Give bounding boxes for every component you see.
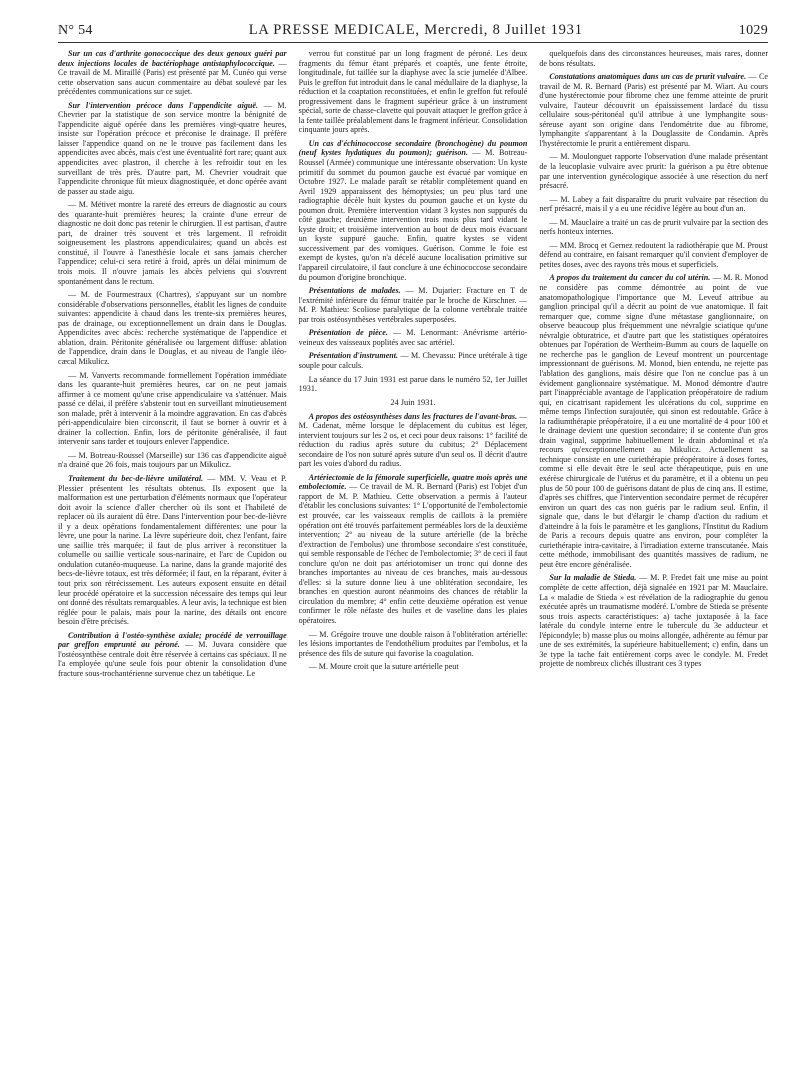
article-title: Un cas d'échinococcose secondaire (bronchogène) du poumon (neuf kystes hydatiques du poumon); guérison.	[298, 138, 528, 158]
article-item	[299, 328, 528, 347]
article-item	[299, 49, 528, 135]
article-paragraph	[58, 631, 287, 679]
article-title: Traitement du bec-de-lièvre unilatéral.	[68, 473, 204, 483]
article-title: A propos des ostéosynthèses dans les fractures de l'avant-bras.	[308, 411, 518, 421]
article-paragraph	[539, 218, 768, 237]
article-body: — M. Botreau-Roussel (Armée) communique une intéressante observation: Un kyste primitif du sommet du poumon gauche est évacué par vomique en Octobre 1927. Le malade paraît se rétablir complètement quand en Avril 1929 apparaissent des hémoptysies; un peu plus tard une radiographie décèle huit kystes du poumon gauche et un kyste du poumon droit. Première intervention vidant 3 kystes non suppurés du côté gauche; deuxième intervention trois mois plus tard vidant le kyste droit; et troisième intervention au bout de deux mois évacuant un kyste suppuré gauche. Enfin, quatre kystes se vident successivement par des vomiques. Guérison. Comme le foie est exempt de kystes, qu'on n'a décelé aucune localisation primitive sur l'appareil circulatoire, il faut conclure à une échinococcose secondaire du poumon d'origine bronchique.	[298, 148, 528, 282]
article-body: — M. Chevrier par la statistique de son service montre la bénignité de l'appendicite aiguë opérée dans les premières vingt-quatre heures, insiste sur l'opération précoce et préconise le drainage. Il préfère laisser l'appendice quand on ne le trouve pas facilement dans les appendicites avec abcès, mais c'est une éventualité fort rare; quant aux appendicites avec plastron, il cherche à les refroidir tout en les surveillant de très près. D'autre part, M. Chevrier voudrait que l'appendicite chronique fût mieux diagnostiquée, et donc opérée avant de passer au stade aigu.	[58, 100, 287, 196]
article-paragraph	[58, 474, 287, 627]
article-body: — Ce travail de M. R. Bernard (Paris) est présenté par M. Wiart. Au cours d'une hystérectomie pour fibrome chez une femme atteinte de prurit vulvaire, l'auteur découvrit un épaississement lardacé du tissu cellulaire sous-péritonéal qu'il attribue à une lymphangite sous-séreuse ayant son origine dans l'endométrite due au fibrome, lymphangite s'apparentant à la Douglassite de Condamin. Après l'hystérectomie le prurit a entièrement disparu.	[539, 72, 768, 148]
article-item	[58, 631, 287, 679]
article-item	[58, 451, 287, 470]
article-item	[58, 290, 287, 366]
article-paragraph	[299, 375, 528, 394]
article-body: — M. Mauclaire a traité un cas de prurit vulvaire par la section des nerfs honteux internes.	[539, 217, 768, 237]
article-title: Sur la maladie de Stieda.	[549, 573, 637, 583]
article-body: — M. Dujarier: Fracture en T de l'extrémité inférieure du fémur traitée par le broche de Kirschner. — M. P. Mathieu: Scoliose paralytique de la colonne vertébrale traitée par trois ostéosynthèses vertébrales superposées.	[298, 286, 528, 324]
article-paragraph	[539, 195, 768, 214]
article-paragraph	[539, 241, 768, 270]
article-title: Présentation de pièce.	[308, 328, 388, 338]
article-item	[58, 200, 287, 286]
article-item	[299, 139, 528, 282]
article-item	[539, 72, 768, 148]
article-item	[539, 49, 768, 68]
article-body: — MM. Brocq et Gernez redoutent la radiothérapie que M. Proust défend au contraire, en faisant remarquer qu'il convient d'employer de petites doses, avec des rayons très mous et superficiels.	[539, 240, 768, 269]
article-paragraph	[299, 473, 528, 626]
article-body: — M. Chevassu: Pince urétérale à tige souple pour calculs.	[298, 351, 528, 370]
article-item	[299, 630, 528, 659]
article-item	[539, 573, 768, 668]
article-paragraph	[539, 152, 768, 190]
article-item	[299, 286, 528, 324]
article-title: Présentations de malades.	[308, 286, 401, 296]
article-body: — M. Cadenat, même lorsque le déplacement du cubitus est léger, intervient toujours sur les 2 os, et ceci pour deux raisons: 1° facilité de réduction du radius après suture du cubitus; 2° Déplacement secondaire de l'os non suturé après suture d'un seul os. Il décrit d'autre part les voies d'abord du radius.	[298, 411, 528, 469]
article-body: — M. Métivet montre la rareté des erreurs de diagnostic au cours des quarante-huit premières heures; la crainte d'une erreur de diagnostic ne doit donc pas retenir le chirurgien. Il est partisan, d'autre part, de drainer très souvent et très largement. Il refroidit soigneusement les plastrons appendiculaires; quand un abcès est constitué, il l'ouvre à l'anesthésie locale et sans jamais chercher l'appendice; celui-ci sera retiré à froid, après un délai minimum de trois mois. Il n'ouvre jamais les abcès pelviens qui s'ouvrent spontanément dans le rectum.	[58, 200, 287, 286]
article-body: — M. Botreau-Roussel (Marseille) sur 136 cas d'appendicite aiguë n'a drainé que 26 fois, mais toujours par un Mikulicz.	[58, 450, 287, 470]
article-paragraph	[299, 412, 528, 469]
article-item	[539, 273, 768, 569]
article-body: — M. R. Monod ne considère pas comme démontrée au point de vue anatomopathologique l'importance que M. Leveuf attribue au ganglion principal qu'il a décrit au point de vue anatomique. Il fait remarquer que, comme signe d'une métastase ganglionnaire, on observe beaucoup plus fréquemment une névralgie sciatique qu'une névralgie obturatrice, et d'autre part que les statistiques opératoires obtenues par l'opération de Wertheim-Bumm au cours de laquelle on ne recherche pas le ganglion de Leveuf montrent un pourcentage impressionnant de guérisons. M. Monod, bien entendu, ne rejette pas l'ablation des ganglions, mais désire que l'on ne conclue pas à un évidement ganglionnaire systématique. M. Monod démontre d'autre part l'inappréciable avantage de l'application préopératoire de radium qui, en cicatrisant rapidement les ulcérations du col, supprime en même temps l'infection surajoutée, qui sinon est redoutable. Grâce à la radiumthérapie préopératoire, il a eu une mortalité de 4 pour 100 et le drainage devient une question secondaire; il se contente d'un gros drain vaginal, supprime habituellement le drain abdominal et n'a recours qu'exceptionnellement au Mikulicz. Actuellement sa technique consiste en une curiethérapie préopératoire à doses fortes, comme si elle devait être le seul acte thérapeutique, puis en une exérèse chirurgicale de l'utérus et du paramètre, et il a obtenu un peu plus de 50 pour 100 de guérisons datant de plus de cinq ans. Il estime, d'après ses chiffres, que l'intervention secondaire permet de récupérer environ un quart des cas non guéris par le radium seul. Enfin, il signale que, dans le but d'élargir le champ d'action du radium et d'atteindre à la fois le paramètre et les ganglions, l'Institut du Radium de Paris a recours depuis quatre ans environ, pour compléter la curiethérapie intra-cavitaire, à l'irradiation externe transcutanée. Mais cette méthode, immobilisant des quantités massives de radium, ne peut être encore généralisée.	[539, 273, 768, 569]
article-item	[58, 49, 287, 97]
page-header	[58, 22, 768, 43]
article-paragraph	[58, 290, 287, 366]
article-body: — M. Moure croit que la suture artérielle peut	[308, 662, 459, 672]
article-title: Sur un cas d'arthrite gonococcique des deux genoux guéri par deux injections locales de bactériophage antistaphylococcique.	[58, 49, 287, 68]
column-1	[58, 49, 287, 1079]
article-title: A propos du traitement du cancer du col utérin.	[549, 273, 711, 283]
columns	[58, 49, 768, 1079]
article-body: — Ce travail de M. R. Bernard (Paris) est l'objet d'un rapport de M. P. Mathieu. Cette observation a permis à l'auteur d'établir les conclusions suivantes: 1° L'opportunité de l'embolectomie est prouvée, car les vaisseaux remplis de caillots à la première opération ont été trouvés parfaitement perméables lors de la deuxième intervention; 2° au niveau de la suture artérielle (de la brèche d'extraction de l'embolus) une thrombose secondaire s'est constituée, qui semble responsable de l'échec de l'embolectomie; 3° de ceci il faut conclure qu'on ne doit pas artériotomiser un tronc qui donne des branches importantes au niveau de ces branches, mais au-dessous d'elles: si la suture donne lieu à une oblitération secondaire, les branches en question auront néanmoins des chances de rétablir la circulation du membre; 4° enfin cette deuxième opération est venue confirmer le rôle néfaste des huiles et de vaseline dans les plaies opératoires.	[298, 482, 528, 625]
article-item	[299, 412, 528, 469]
article-title: Artériectomie de la fémorale superficielle, quatre mois après une embolectomie.	[298, 472, 528, 492]
article-paragraph	[299, 662, 528, 672]
article-item	[58, 371, 287, 447]
page-number-right: 1029	[738, 23, 768, 38]
article-paragraph	[58, 371, 287, 447]
article-title: Sur l'intervention précoce dans l'appendicite aiguë.	[68, 100, 258, 110]
column-2	[299, 49, 528, 1079]
article-title: Contribution à l'ostéo-synthèse axiale; procédé de verrouillage par greffon emprunté au péroné.	[58, 630, 287, 650]
article-item	[58, 101, 287, 196]
page-number-left: N° 54	[58, 23, 93, 38]
article-item	[539, 195, 768, 214]
article-paragraph	[539, 573, 768, 668]
article-paragraph	[299, 139, 528, 282]
article-body: — M. Labey a fait disparaître du prurit vulvaire par résection du nerf présacré, mais il y a eu une récidive légère au bout d'un an.	[539, 194, 768, 214]
article-title: Constatations anatomiques dans un cas de prurit vulvaire.	[549, 72, 747, 82]
article-body: La séance du 17 Juin 1931 est parue dans le numéro 52, 1er Juillet 1931.	[298, 374, 528, 394]
article-paragraph	[58, 49, 287, 97]
article-body: — M. Moulonguet rapporte l'observation d'une malade présentant de la leucoplasie vulvaire avec prurit: la guérison a pu être obtenue par une intervention gynécologique associée à une résection du nerf présacré.	[539, 152, 768, 191]
article-paragraph	[299, 351, 528, 370]
article-body: — M. Vanverts recommande formellement l'opération immédiate dans les quarante-huit premières heures, car on ne peut jamais affirmer à ce moment qu'une crise appendiculaire va s'atténuer. Mais passé ce délai, il préfère s'abstenir tout en surveillant minutieusement son malade, prêt à intervenir à la moindre aggravation. En cas d'abcès péri-appendiculaire bien circonscrit, il faut se borner à ouvrir et à drainer la collection. Enfin, lors de péritonite généralisée, il faut intervenir sans tarder et toujours enlever l'appendice.	[58, 370, 287, 447]
article-item	[299, 473, 528, 626]
article-item	[299, 662, 528, 672]
article-body: — M. Lenormant: Anévrisme artério-veineux des vaisseaux poplités avec sac artériel.	[298, 328, 528, 347]
article-item	[539, 152, 768, 190]
article-paragraph	[299, 286, 528, 324]
article-item	[539, 218, 768, 237]
article-body: — Ce travail de M. Miraillé (Paris) est présenté par M. Cunéo qui verse cette observation sans aucun commentaire au débat soulevé par les précédentes communications sur ce sujet.	[58, 58, 287, 97]
article-item	[299, 398, 528, 408]
article-paragraph	[299, 630, 528, 659]
article-paragraph	[58, 200, 287, 286]
article-body: — M. de Fourmestraux (Chartres), s'appuyant sur un nombre considérable d'observations personnelles, établit les lignes de conduite suivantes: appendicite à chaud dans les trente-six premières heures, pas de drainage, ou exceptionnellement un drain dans le Douglas. Appendicites avec abcès: recherche systématique de l'appendice et ablation, drain. Péritonite généralisée ou largement diffuse: ablation de l'appendice, drain dans le Douglas, et au niveau de l'angle iléo-cæcal Mikulicz.	[58, 290, 287, 366]
article-paragraph	[58, 451, 287, 470]
article-paragraph	[299, 328, 528, 347]
session-date: 24 Juin 1931.	[390, 397, 436, 407]
article-body: quelquefois dans des circonstances heureuses, mais rares, donner de bons résultats.	[539, 49, 768, 68]
article-paragraph	[539, 273, 768, 569]
article-body: — M. Juvara considère que l'ostéosynthèse centrale doit être réservée à certains cas spéciaux. Il ne l'a employée qu'une seule fois pour obtenir la consolidation d'une fracture sous-trochantérienne survenue chez un tabétique. Le	[58, 640, 287, 678]
article-title: Présentation d'instrument.	[308, 351, 399, 361]
article-paragraph	[299, 49, 528, 135]
article-paragraph	[58, 101, 287, 196]
article-paragraph	[539, 49, 768, 68]
article-paragraph	[539, 72, 768, 148]
article-body: verrou fut constitué par un long fragment de péroné. Les deux fragments du fémur étant préparés et coaptés, une fente étroite, longitudinale, fut taillée sur la diaphyse avec la scie jumelée d'Albee. Puis le greffon fut introduit dans le canal médullaire de la diaphyse, la réduction et la coaptation reconstituées, et enfin le greffon fut refoulé progressivement dans le fragment supérieur grâce à un instrument spécial, sorte de chasse-clavette qui pouvait attaquer le greffon grâce à la fente taillée préalablement dans le fragment inférieur. Consolidation cinquante jours après.	[298, 49, 528, 135]
article-item	[299, 351, 528, 370]
article-body: — MM. V. Veau et P. Plessier présentent les résultats obtenus. Ils exposent que la malformation est une perturbation d'éléments normaux que l'opérateur doit avoir la science d'aller chercher où ils sont et l'habileté de replacer où ils auraient dû être. Dans l'intervention pour bec-de-lièvre il y a deux opérations fondamentalement différentes: une pour la lèvre, une pour la narine. La lèvre supérieure doit, chez l'enfant, faire une saillie très marquée; il faut de plus arriver à reconstituer la columelle ou saillie verticale sous-narinaire, et l'arc de Cupidon ou ondulation cutanéo-muqueuse. La narine, dans la grande majorité des becs-de-lièvre totaux, est très déformée; il faut, en la réparant, éviter à tout prix son rétrécissement. Les auteurs exposent ensuite en détail leur procédé opératoire et la succession nécessaire des temps qui leur ont donné des résultats remarquables. A leur avis, la technique est bien réglée pour le palais, mais pour la narine, des détails ont encore besoin d'être précisés.	[58, 473, 287, 627]
article-item	[58, 474, 287, 627]
column-3	[539, 49, 768, 1079]
article-body: — M. Grégoire trouve une double raison à l'oblitération artérielle: les lésions importantes de l'endothélium produites par l'embolus, et la présence des fils de suture qui favorise la coagulation.	[298, 629, 528, 658]
article-item	[299, 375, 528, 394]
article-body: — M. P. Fredet fait une mise au point complète de cette affection, déjà signalée en 1921 par M. Mauclaire. La « maladie de Stieda » est révélation de la radiographie du genou exécutée après un traumatisme modéré. L'ombre de Stieda se présente sous trois aspects caractéristiques: a) tache juxtaposée à la face latérale du condyle interne entre le tubercule du 3e adducteur et l'épicondyle; b) masse plus ou moins allongée, adhérente au fémur par une de ses extrémités, la supérieure habituellement; c) enfin, dans un 3e type la tache fait entièrement corps avec le condyle. M. Fredet projette de nombreux clichés illustrant ces 3 types	[539, 573, 768, 669]
journal-title: LA PRESSE MEDICALE, Mercredi, 8 Juillet 1931	[248, 22, 583, 38]
article-item	[539, 241, 768, 270]
